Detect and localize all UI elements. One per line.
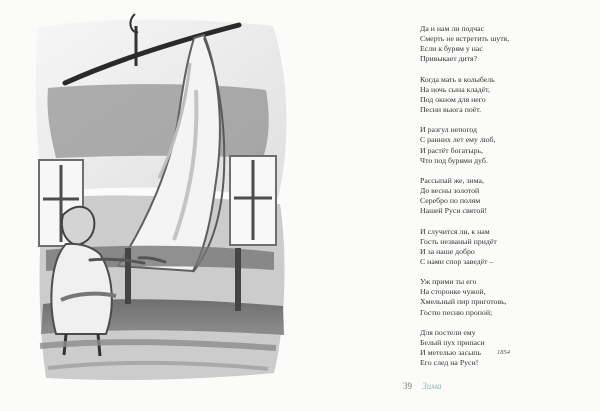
poem-line: Гость незваный придёт [420, 236, 497, 246]
poem-line: Да и нам ли подчас [420, 24, 485, 33]
poem-line: Когда мать в колыбель [420, 74, 495, 84]
poem-line: Нашей Руси святой! [420, 206, 488, 216]
section-title: Зима [422, 381, 442, 391]
poem-stanza [420, 75, 590, 116]
poem-line: Белый пух припаси [420, 337, 485, 347]
poem-line: Что под бурями дуб. [420, 155, 488, 165]
poem-line: Рассыпай же, зима, [420, 175, 484, 185]
poem-line: Гостю песню пропой; [420, 307, 493, 317]
poem-line: До весны золотой [420, 186, 480, 196]
poem-stanza [420, 277, 590, 318]
page-footer [403, 381, 441, 391]
poem-line: И растёт богатырь, [420, 145, 483, 155]
illustration-cradle-scene [28, 8, 300, 384]
poem-line: Смерть не встретить шутя, [420, 34, 510, 44]
poem-line: Его след на Руси! [420, 358, 479, 368]
poem-stanza [420, 176, 590, 217]
poem-line: Песни вьюга поёт. [420, 105, 482, 115]
poem-line: На сторонке чужой, [420, 287, 486, 297]
poem-line: Для постели ему [420, 327, 476, 337]
poem-date: 1854 [497, 349, 510, 356]
poem-line: Привыкает дитя? [420, 54, 478, 64]
poem-line: На ночь сына кладёт, [420, 84, 490, 94]
poem-line: Уж прими ты его [420, 277, 477, 287]
poem-line: Хмельный пир приготовь, [420, 297, 507, 307]
poem-text [420, 24, 590, 378]
poem-line: И за наше добро [420, 246, 475, 256]
poem-stanza [420, 125, 590, 166]
poem-line: И метелью засыпь [420, 348, 482, 358]
poem-stanza [420, 227, 590, 268]
poem-line: Серебро по полям [420, 196, 481, 206]
page-number: 39 [403, 381, 412, 391]
poem-line: Если к бурям у нас [420, 44, 483, 54]
poem-line: И разгул непогод [420, 125, 477, 135]
poem-line: С ранних лет ему люб, [420, 135, 496, 145]
poem-line: И случится ли, к нам [420, 226, 490, 236]
poem-line: Под окном для него [420, 94, 486, 104]
poem-line: С нами спор заведёт – [420, 256, 494, 266]
poem-stanza [420, 24, 590, 65]
